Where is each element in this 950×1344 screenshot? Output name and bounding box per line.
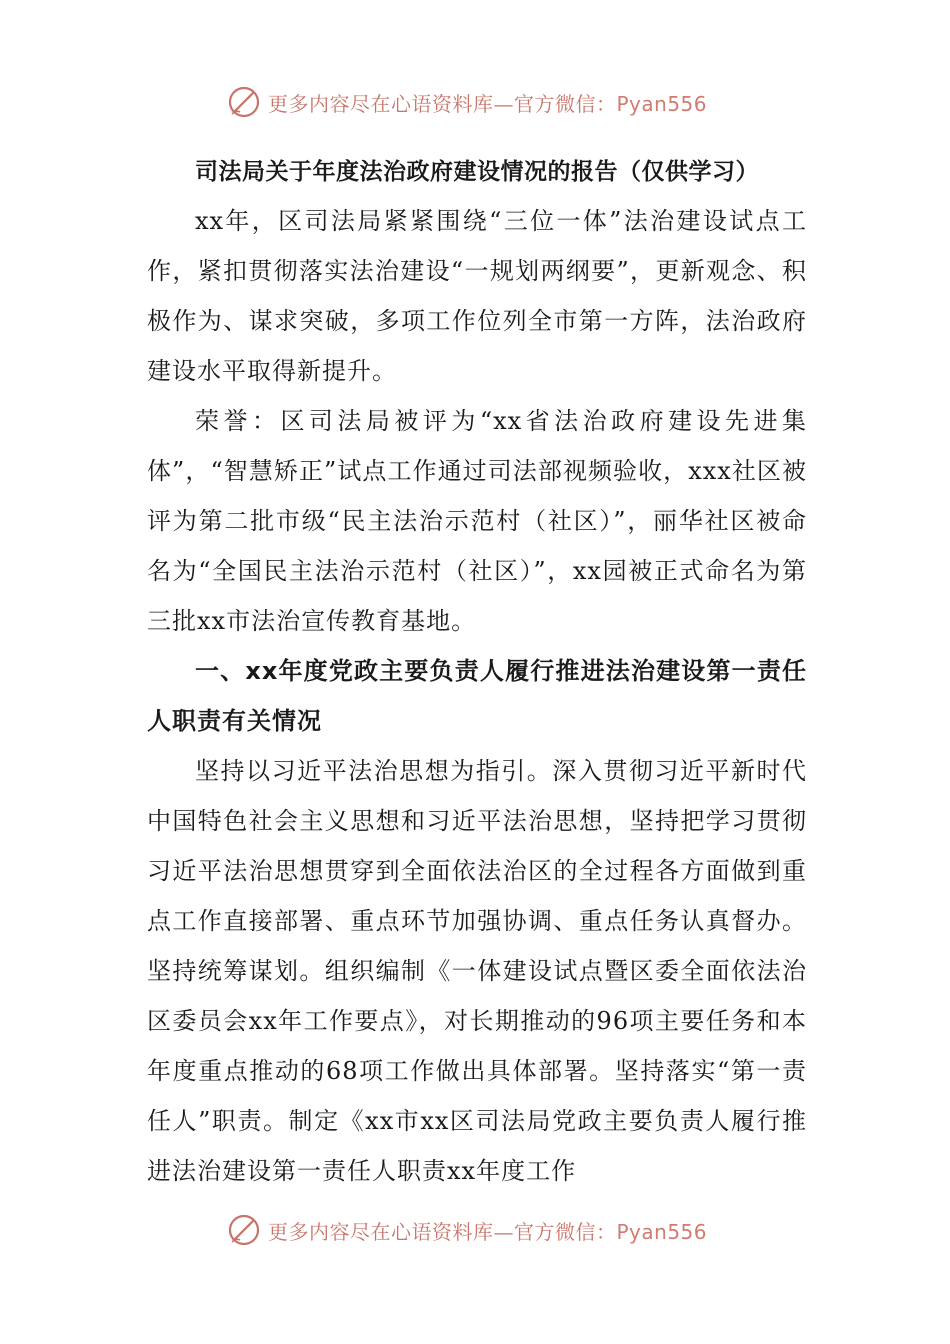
quill-seal-icon bbox=[226, 84, 262, 120]
watermark-text: 更多内容尽在心语资料库—官方微信：Pyan556 bbox=[268, 1219, 708, 1244]
intro-paragraph: xx年，区司法局紧紧围绕“三位一体”法治建设试点工作，紧扣贯彻落实法治建设“一规划两纲要”，更新观念、积极作为、谋求突破，多项工作位列全市第一方阵，法治政府建设水平取得新提升。 bbox=[147, 207, 807, 385]
watermark-id: Pyan556 bbox=[616, 1219, 708, 1244]
document-body bbox=[147, 148, 807, 1196]
document-title: 司法局关于年度法治政府建设情况的报告（仅供学习） bbox=[195, 159, 759, 185]
section-heading: 一、xx年度党政主要负责人履行推进法治建设第一责任人职责有关情况 bbox=[147, 657, 807, 735]
watermark-text: 更多内容尽在心语资料库—官方微信：Pyan556 bbox=[268, 91, 708, 116]
section-paragraph: 坚持以习近平法治思想为指引。深入贯彻习近平新时代中国特色社会主义思想和习近平法治思想，坚持把学习贯彻习近平法治思想贯穿到全面依法治区的全过程各方面做到重点工作直接部署、重点环节加强协调、重点任务认真督办。坚持统筹谋划。组织编制《一体建设试点暨区委全面依法治区委员会xx年工作要点》，对长期推动的96项主要任务和本年度重点推动的68项工作做出具体部署。坚持落实“第一责任人”职责。制定《xx市xx区司法局党政主要负责人履行推进法治建设第一责任人职责xx年度工作 bbox=[147, 757, 807, 1185]
watermark-id: Pyan556 bbox=[616, 91, 708, 116]
quill-seal-icon bbox=[226, 1212, 262, 1248]
watermark-footer bbox=[226, 1210, 707, 1250]
honors-paragraph: 荣誉：区司法局被评为“xx省法治政府建设先进集体”，“智慧矫正”试点工作通过司法部视频验收，xxx社区被评为第二批市级“民主法治示范村（社区）”，丽华社区被命名为“全国民主法治示范村（社区）”，xx园被正式命名为第三批xx市法治宣传教育基地。 bbox=[147, 407, 807, 635]
watermark-header bbox=[226, 82, 707, 122]
